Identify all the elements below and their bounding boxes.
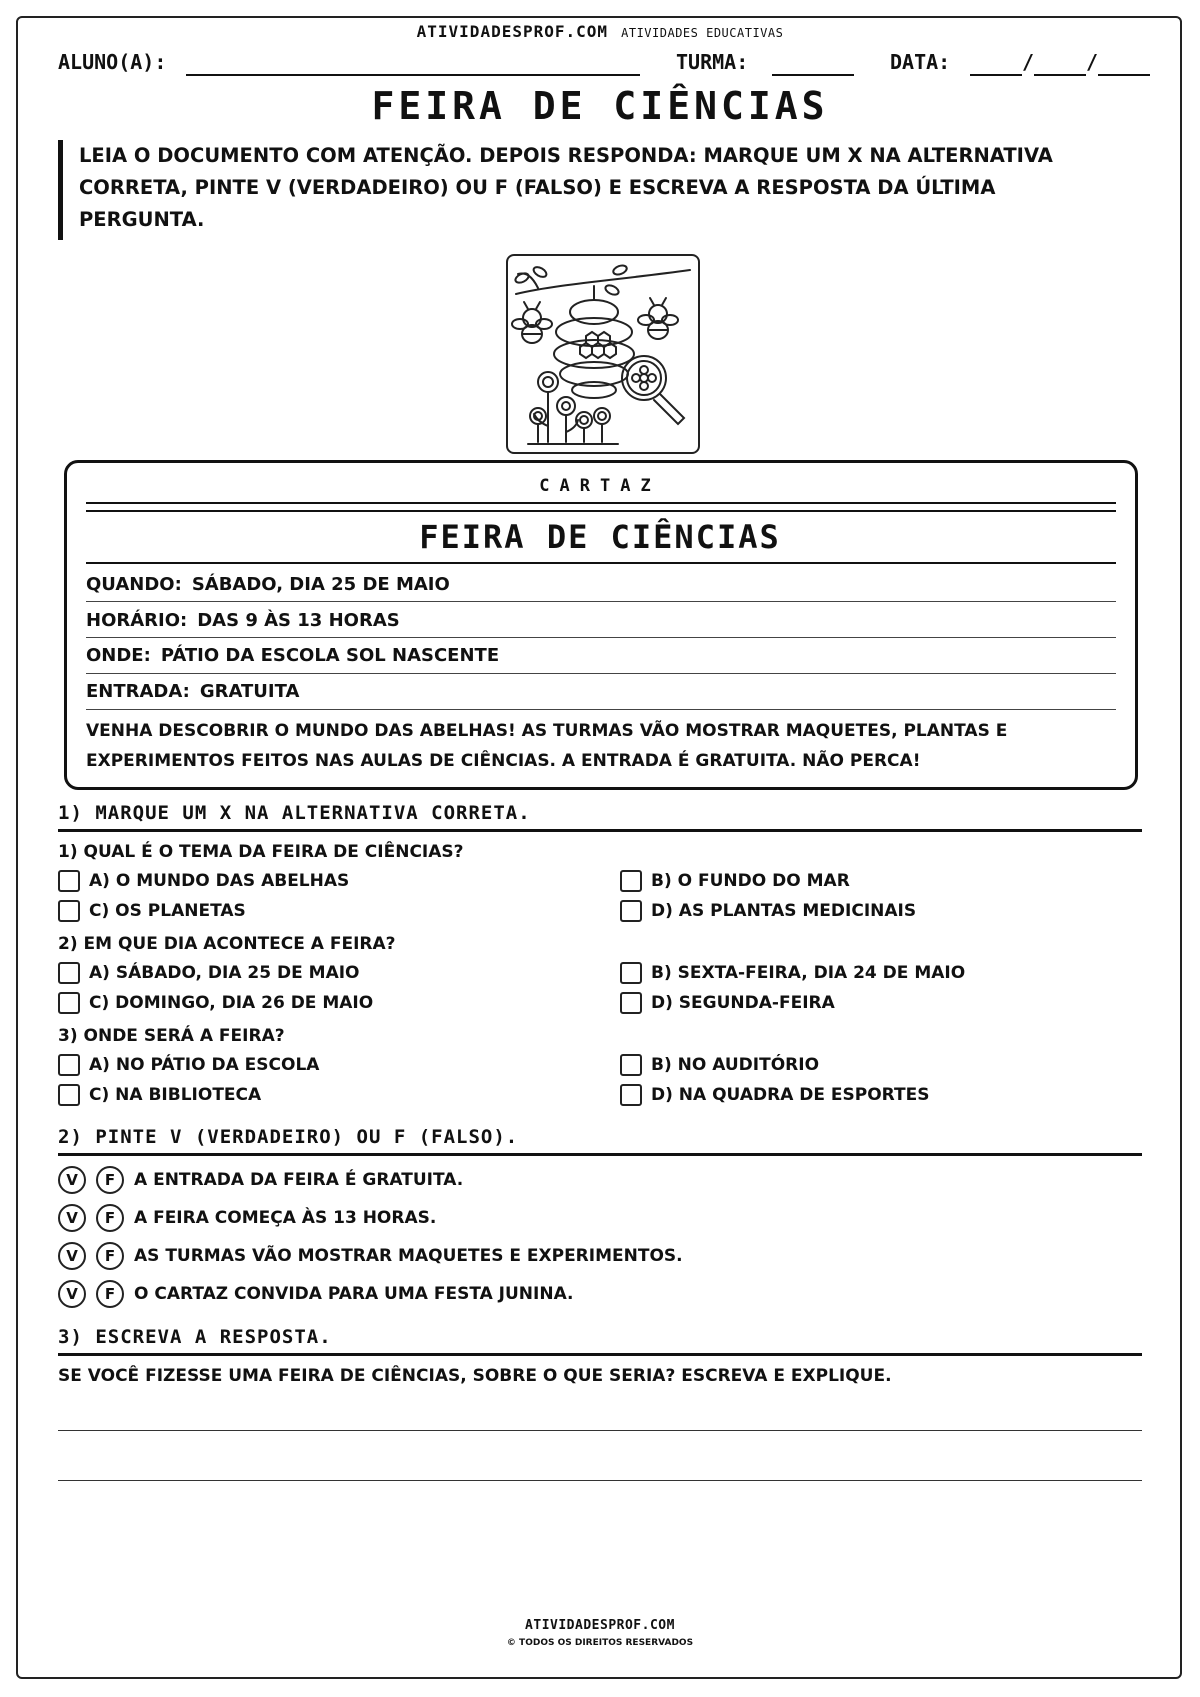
cartaz-row-value: SÁBADO, DIA 25 DE MAIO <box>191 574 450 595</box>
q2-option-b[interactable] <box>620 962 965 984</box>
true-circle-button[interactable]: V <box>58 1166 86 1194</box>
question-2-text: 2) EM QUE DIA ACONTECE A FEIRA? <box>58 934 396 954</box>
class-label: TURMA: <box>676 50 749 74</box>
question-3-text: 3) ONDE SERÁ A FEIRA? <box>58 1026 285 1046</box>
false-circle-button[interactable]: F <box>96 1242 124 1270</box>
tf-statement: O CARTAZ CONVIDA PARA UMA FESTA JUNINA. <box>134 1284 574 1304</box>
date-day-line[interactable] <box>970 74 1022 76</box>
true-circle-button[interactable]: V <box>58 1204 86 1232</box>
tf-item-4 <box>58 1280 574 1308</box>
checkbox-icon[interactable] <box>620 900 642 922</box>
footer-site: ATIVIDADESPROF.COM <box>525 1618 675 1633</box>
cartaz-row-value: PÁTIO DA ESCOLA SOL NASCENTE <box>160 645 500 666</box>
cartaz-row-label: HORÁRIO: <box>86 610 188 631</box>
cartaz-rule-top-2 <box>86 510 1116 512</box>
q1-option-b[interactable] <box>620 870 850 892</box>
section3-rule <box>58 1353 1142 1356</box>
section3-title: 3) ESCREVA A RESPOSTA. <box>58 1326 332 1348</box>
q1-option-a[interactable] <box>58 870 349 892</box>
date-month-line[interactable] <box>1034 74 1086 76</box>
section3-question: SE VOCÊ FIZESSE UMA FEIRA DE CIÊNCIAS, SOBRE O QUE SERIA? ESCREVA E EXPLIQUE. <box>58 1366 892 1386</box>
site-header <box>0 22 1200 41</box>
q3-option-c[interactable] <box>58 1084 261 1106</box>
cartaz-row-value: GRATUITA <box>199 681 300 702</box>
cartaz-heading: CARTAZ <box>539 476 661 496</box>
student-label: ALUNO(A): <box>58 50 167 74</box>
date-label: DATA: <box>890 50 951 74</box>
cartaz-row-entry <box>86 681 1116 702</box>
option-label: B) SEXTA-FEIRA, DIA 24 DE MAIO <box>651 963 966 983</box>
answer-line[interactable] <box>58 1430 1142 1431</box>
option-label: B) O FUNDO DO MAR <box>651 871 850 891</box>
answer-line[interactable] <box>58 1480 1142 1481</box>
checkbox-icon[interactable] <box>58 1084 80 1106</box>
option-label: D) NA QUADRA DE ESPORTES <box>651 1085 930 1105</box>
tf-statement: A ENTRADA DA FEIRA É GRATUITA. <box>134 1170 464 1190</box>
cartaz-row-where <box>86 645 1116 666</box>
date-separator-2: / <box>1086 50 1099 74</box>
checkbox-icon[interactable] <box>58 992 80 1014</box>
cartaz-row-time <box>86 610 1116 631</box>
section2-title: 2) PINTE V (VERDADEIRO) OU F (FALSO). <box>58 1126 519 1148</box>
section1-title: 1) MARQUE UM X NA ALTERNATIVA CORRETA. <box>58 802 531 824</box>
checkbox-icon[interactable] <box>620 870 642 892</box>
tf-statement: AS TURMAS VÃO MOSTRAR MAQUETES E EXPERIMENTOS. <box>134 1246 683 1266</box>
footer-copyright: © TODOS OS DIREITOS RESERVADOS <box>506 1638 694 1648</box>
cartaz-rule-top-1 <box>86 502 1116 504</box>
cartaz-row-value: DAS 9 ÀS 13 HORAS <box>197 610 400 631</box>
q3-option-b[interactable] <box>620 1054 819 1076</box>
false-circle-button[interactable]: F <box>96 1166 124 1194</box>
option-label: D) AS PLANTAS MEDICINAIS <box>651 901 917 921</box>
checkbox-icon[interactable] <box>58 870 80 892</box>
class-line[interactable] <box>772 74 854 76</box>
date-year-line[interactable] <box>1098 74 1150 76</box>
option-label: A) NO PÁTIO DA ESCOLA <box>89 1055 320 1075</box>
checkbox-icon[interactable] <box>620 1054 642 1076</box>
option-label: C) DOMINGO, DIA 26 DE MAIO <box>89 993 374 1013</box>
option-label: D) SEGUNDA-FEIRA <box>651 993 835 1013</box>
option-label: C) NA BIBLIOTECA <box>89 1085 262 1105</box>
false-circle-button[interactable]: F <box>96 1280 124 1308</box>
tf-item-2 <box>58 1204 436 1232</box>
q2-option-c[interactable] <box>58 992 373 1014</box>
cartaz-description <box>86 716 1116 776</box>
cartaz-description-line: VENHA DESCOBRIR O MUNDO DAS ABELHAS! AS TURMAS VÃO MOSTRAR MAQUETES, PLANTAS E <box>86 721 1008 741</box>
true-circle-button[interactable]: V <box>58 1242 86 1270</box>
checkbox-icon[interactable] <box>620 1084 642 1106</box>
section1-rule <box>58 829 1142 832</box>
q1-option-d[interactable] <box>620 900 916 922</box>
question-1-text: 1) QUAL É O TEMA DA FEIRA DE CIÊNCIAS? <box>58 842 464 862</box>
checkbox-icon[interactable] <box>58 1054 80 1076</box>
cartaz-row-label: ENTRADA: <box>86 681 190 702</box>
student-name-line[interactable] <box>186 74 640 76</box>
page-title: FEIRA DE CIÊNCIAS <box>371 84 829 128</box>
section2-rule <box>58 1153 1142 1156</box>
cartaz-row-divider <box>86 637 1116 638</box>
tf-statement: A FEIRA COMEÇA ÀS 13 HORAS. <box>134 1208 437 1228</box>
cartaz-rule-title <box>86 562 1116 564</box>
checkbox-icon[interactable] <box>58 900 80 922</box>
beehive-illustration-icon <box>506 254 700 454</box>
tf-item-3 <box>58 1242 683 1270</box>
checkbox-icon[interactable] <box>620 962 642 984</box>
option-label: C) OS PLANETAS <box>89 901 246 921</box>
cartaz-row-when <box>86 574 1116 595</box>
cartaz-title: FEIRA DE CIÊNCIAS <box>419 518 781 556</box>
true-circle-button[interactable]: V <box>58 1280 86 1308</box>
checkbox-icon[interactable] <box>58 962 80 984</box>
cartaz-description-line: EXPERIMENTOS FEITOS NAS AULAS DE CIÊNCIAS. A ENTRADA É GRATUITA. NÃO PERCA! <box>86 751 921 771</box>
q3-option-a[interactable] <box>58 1054 319 1076</box>
option-label: A) O MUNDO DAS ABELHAS <box>89 871 350 891</box>
site-name: ATIVIDADESPROF.COM <box>416 22 609 41</box>
q2-option-d[interactable] <box>620 992 835 1014</box>
cartaz-row-divider <box>86 709 1116 710</box>
q1-option-c[interactable] <box>58 900 246 922</box>
option-label: B) NO AUDITÓRIO <box>651 1055 820 1075</box>
option-label: A) SÁBADO, DIA 25 DE MAIO <box>89 963 360 983</box>
q2-option-a[interactable] <box>58 962 360 984</box>
q3-option-d[interactable] <box>620 1084 929 1106</box>
date-separator-1: / <box>1022 50 1035 74</box>
instructions-text: LEIA O DOCUMENTO COM ATENÇÃO. DEPOIS RESPONDA: MARQUE UM X NA ALTERNATIVA CORRETA, PINTE V (VERDADEIRO) OU F (FALSO) E ESCREVA A RESPOSTA DA ÚLTIMA PERGUNTA. <box>58 140 1098 240</box>
cartaz-row-label: ONDE: <box>86 645 151 666</box>
cartaz-row-divider <box>86 673 1116 674</box>
tf-item-1 <box>58 1166 463 1194</box>
checkbox-icon[interactable] <box>620 992 642 1014</box>
site-tagline: ATIVIDADES EDUCATIVAS <box>621 26 784 40</box>
cartaz-row-label: QUANDO: <box>86 574 182 595</box>
false-circle-button[interactable]: F <box>96 1204 124 1232</box>
cartaz-row-divider <box>86 601 1116 602</box>
